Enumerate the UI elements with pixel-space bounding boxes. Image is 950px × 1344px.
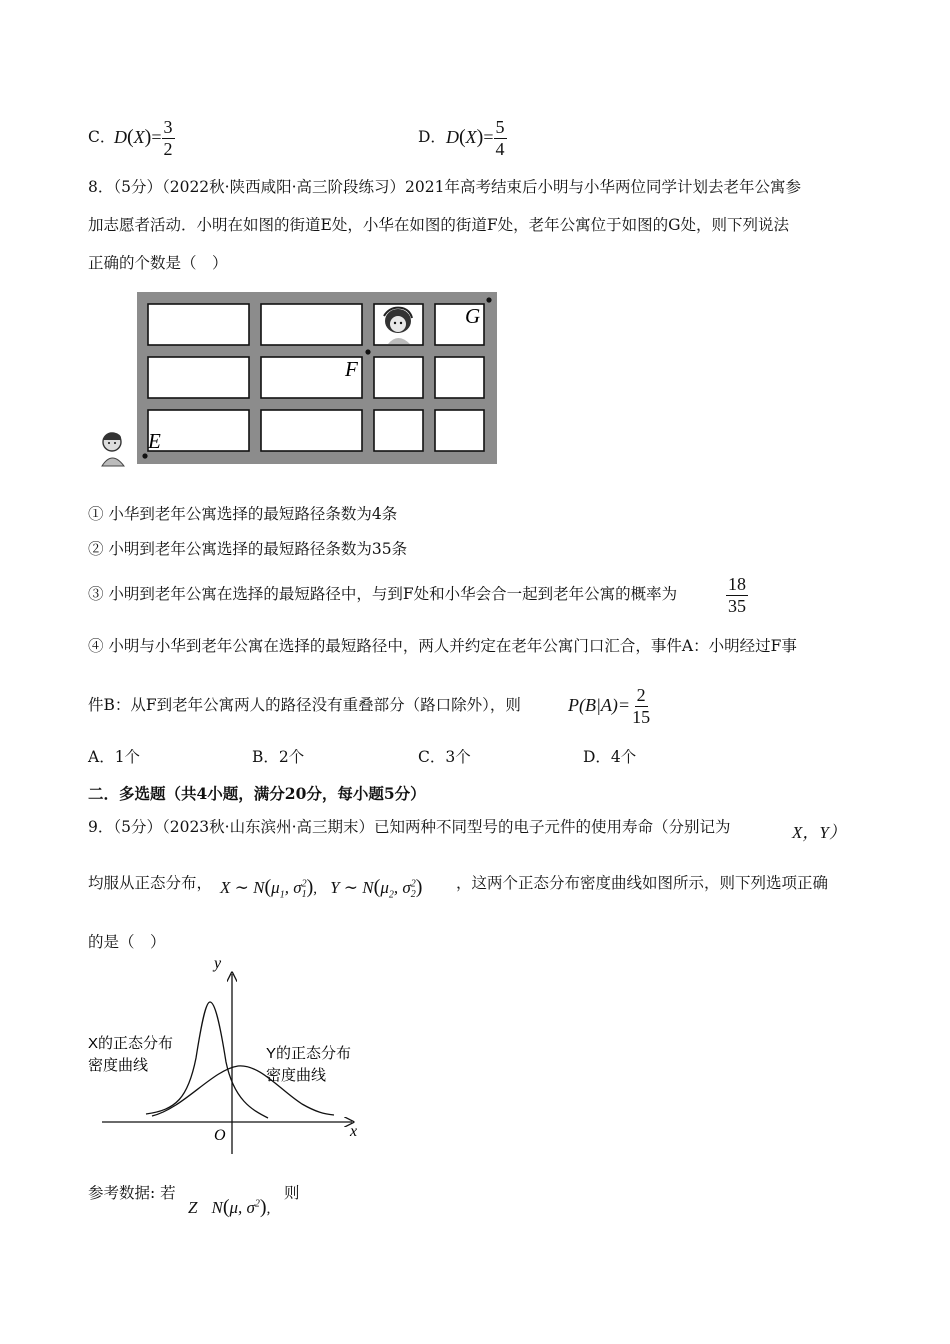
q8-stem-line3: 正确的个数是（ ） <box>88 254 228 272</box>
q7-option-d-fraction: $\frac{5}{4}$ <box>495 117 505 159</box>
q7-option-d-label: D． <box>418 128 446 146</box>
section-heading-multiple-choice: 二．多选题（共4小题，满分20分，每小题5分） <box>88 784 426 803</box>
q8-option-d: D．4个 <box>583 748 637 766</box>
q8-statement-4-formula <box>568 686 652 727</box>
block <box>148 410 249 451</box>
q9-stem-line1: 9．（5分）（2023秋·山东滨州·高三期末）已知两种不同型号的电子元件的使用寿命（分别记为 <box>88 818 731 836</box>
point-f-dot <box>365 349 370 354</box>
street-map-figure <box>96 290 500 470</box>
label-f: F <box>345 357 358 381</box>
q9-stem-line2-prefix: 均服从正态分布， <box>88 874 213 892</box>
q9-reference-formula: Z N(μ, $\sigma^2$), <box>188 1196 271 1218</box>
label-g: G <box>465 304 481 328</box>
q8-stem-line2: 加志愿者活动．小明在如图的街道E处，小华在如图的街道F处，老年公寓位于如图的G处，则下列说法 <box>88 216 789 234</box>
y-curve-label-line1: Y的正态分布 <box>266 1045 352 1062</box>
q9-stem-variables: X，Y） <box>792 823 846 842</box>
q8-statement-4-fraction: $\frac{2}{15}$ <box>632 685 651 727</box>
conditional-probability-expr: P(B|A)= <box>568 694 631 715</box>
q8-statement-4-line2: 件B：从F到老年公寓两人的路径没有重叠部分（路口除外），则 <box>88 696 521 714</box>
q8-stem-line1: 8．（5分）（2022秋·陕西咸阳·高三阶段练习）2021年高考结束后小明与小华两位同学计划去老年公寓参 <box>88 178 801 196</box>
q9-stem-line3: 的是（ ） <box>88 933 166 951</box>
point-e-dot <box>142 453 147 458</box>
q9-reference-suffix: 则 <box>284 1184 300 1202</box>
point-g-dot <box>486 297 491 302</box>
q8-statement-3-fraction: $\frac{18}{35}$ <box>728 574 746 616</box>
q7-option-c-label: C． <box>88 128 116 146</box>
q8-statement-2: ② 小明到老年公寓选择的最短路径条数为35条 <box>88 540 408 558</box>
block <box>435 410 484 451</box>
block <box>374 410 423 451</box>
q9-reference-prefix: 参考数据: 若 <box>88 1184 176 1202</box>
q8-statement-1: ① 小华到老年公寓选择的最短路径条数为4条 <box>88 505 398 523</box>
q8-statement-4-line1: ④ 小明与小华到老年公寓在选择的最短路径中，两人并约定在老年公寓门口汇合，事件A：小明经过F事 <box>88 637 797 655</box>
boy-icon <box>102 433 124 466</box>
q7-option-d <box>418 130 446 146</box>
x-curve-label-line2: 密度曲线 <box>88 1057 149 1074</box>
block <box>148 304 249 345</box>
q9-stem-line2-suffix: ，这两个正态分布密度曲线如图所示，则下列选项正确 <box>456 874 829 892</box>
q7-option-c-fraction: $\frac{3}{2}$ <box>163 117 173 159</box>
q7-option-c-formula: D(X)= $\frac{3}{2}$ <box>114 117 173 159</box>
block <box>261 304 362 345</box>
q8-option-c: C．3个 <box>418 748 471 766</box>
y-curve-label-line2: 密度曲线 <box>266 1067 327 1084</box>
label-e: E <box>148 429 161 453</box>
q8-statement-3: ③ 小明到老年公寓在选择的最短路径中，与到F处和小华会合一起到老年公寓的概率为 <box>88 585 678 603</box>
origin-label: O <box>214 1127 226 1144</box>
x-density-curve <box>146 1002 268 1118</box>
block <box>261 410 362 451</box>
q8-option-a: A．1个 <box>88 748 141 766</box>
q7-option-d-formula: D(X)= $\frac{5}{4}$ <box>446 117 505 159</box>
block <box>435 357 484 398</box>
q7-option-c <box>88 130 115 146</box>
y-axis-label: y <box>214 958 222 972</box>
normal-distribution-figure <box>84 958 384 1158</box>
q9-distribution-formula: X ∼ $N(\mu_1$, $\sigma^2_1$), Y ∼ $N(\mu_2$, $\sigma^2_2$) <box>220 876 423 901</box>
q8-option-b: B．2个 <box>252 748 305 766</box>
block <box>374 357 423 398</box>
x-axis-label: x <box>350 1123 358 1140</box>
block <box>148 357 249 398</box>
x-curve-label-line1: X的正态分布 <box>88 1035 174 1052</box>
